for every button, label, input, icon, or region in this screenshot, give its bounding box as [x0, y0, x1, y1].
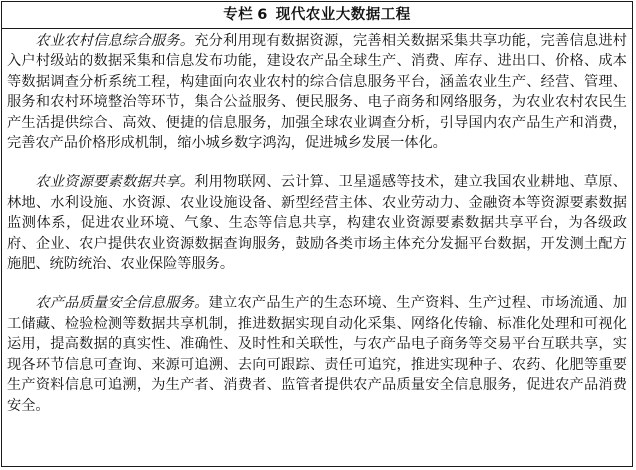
column-label: 专栏 [223, 7, 254, 23]
section-resource-data-sharing [7, 172, 627, 274]
column-number: 6 [257, 7, 268, 23]
section-body: 充分利用现有数据资源，完善相关数据采集共享功能，完善信息进村入户村级站的数据采集和信息发布功能，建设农产品全球生产、消费、库存、进出口、价格、成本等数据调查分析系统工程，构建面向农业农村的综合信息服务平台，涵盖农业生产、经营、管理、服务和农村环境整治等环节，集合公益服务、便民服务、电子商务和网络服务，为农业农村农民生产生活提供综合、高效、便捷的信息服务，加强全球农业调查分析，引导国内农产品生产和消费，完善农产品价格形成机制，缩小城乡数字鸿沟，促进城乡发展一体化。 [7, 33, 627, 152]
section-lead: 农业农村信息综合服务。 [35, 33, 195, 49]
column-box [1, 1, 633, 467]
section-body: 建立农产品生产的生态环境、生产资料、生产过程、市场流通、加工储藏、检验检测等数据共享机制，推进数据实现自动化采集、网络化传输、标准化处理和可视化运用，提高数据的真实性、准确性、及时性和关联性，与农产品电子商务等交易平台互联共享，实现各环节信息可查询、来源可追溯、去向可跟踪、责任可追究，推进实现种子、农药、化肥等重要生产资料信息可追溯，为生产者、消费者、监管者提供农产品质量安全信息服务，促进农产品消费安全。 [7, 295, 627, 414]
section-body: 利用物联网、云计算、卫星遥感等技术，建立我国农业耕地、草原、林地、水利设施、水资源、农业设施设备、新型经营主体、农业劳动力、金融资本等资源要素数据监测体系，促进农业环境、气象、生态等信息共享，构建农业资源要素数据共享平台，为各级政府、企业、农户提供农业资源数据查询服务，鼓励各类市场主体充分发掘平台数据，开发测土配方施肥、统防统治、农业保险等服务。 [7, 174, 627, 273]
section-rural-info-service [7, 31, 627, 153]
column-title: 现代农业大数据工程 [275, 7, 411, 23]
section-lead: 农产品质量安全信息服务。 [35, 295, 209, 312]
column-header [2, 2, 632, 29]
column-content [2, 29, 632, 416]
section-quality-safety-info [7, 293, 627, 415]
section-lead: 农业资源要素数据共享。 [35, 174, 195, 191]
